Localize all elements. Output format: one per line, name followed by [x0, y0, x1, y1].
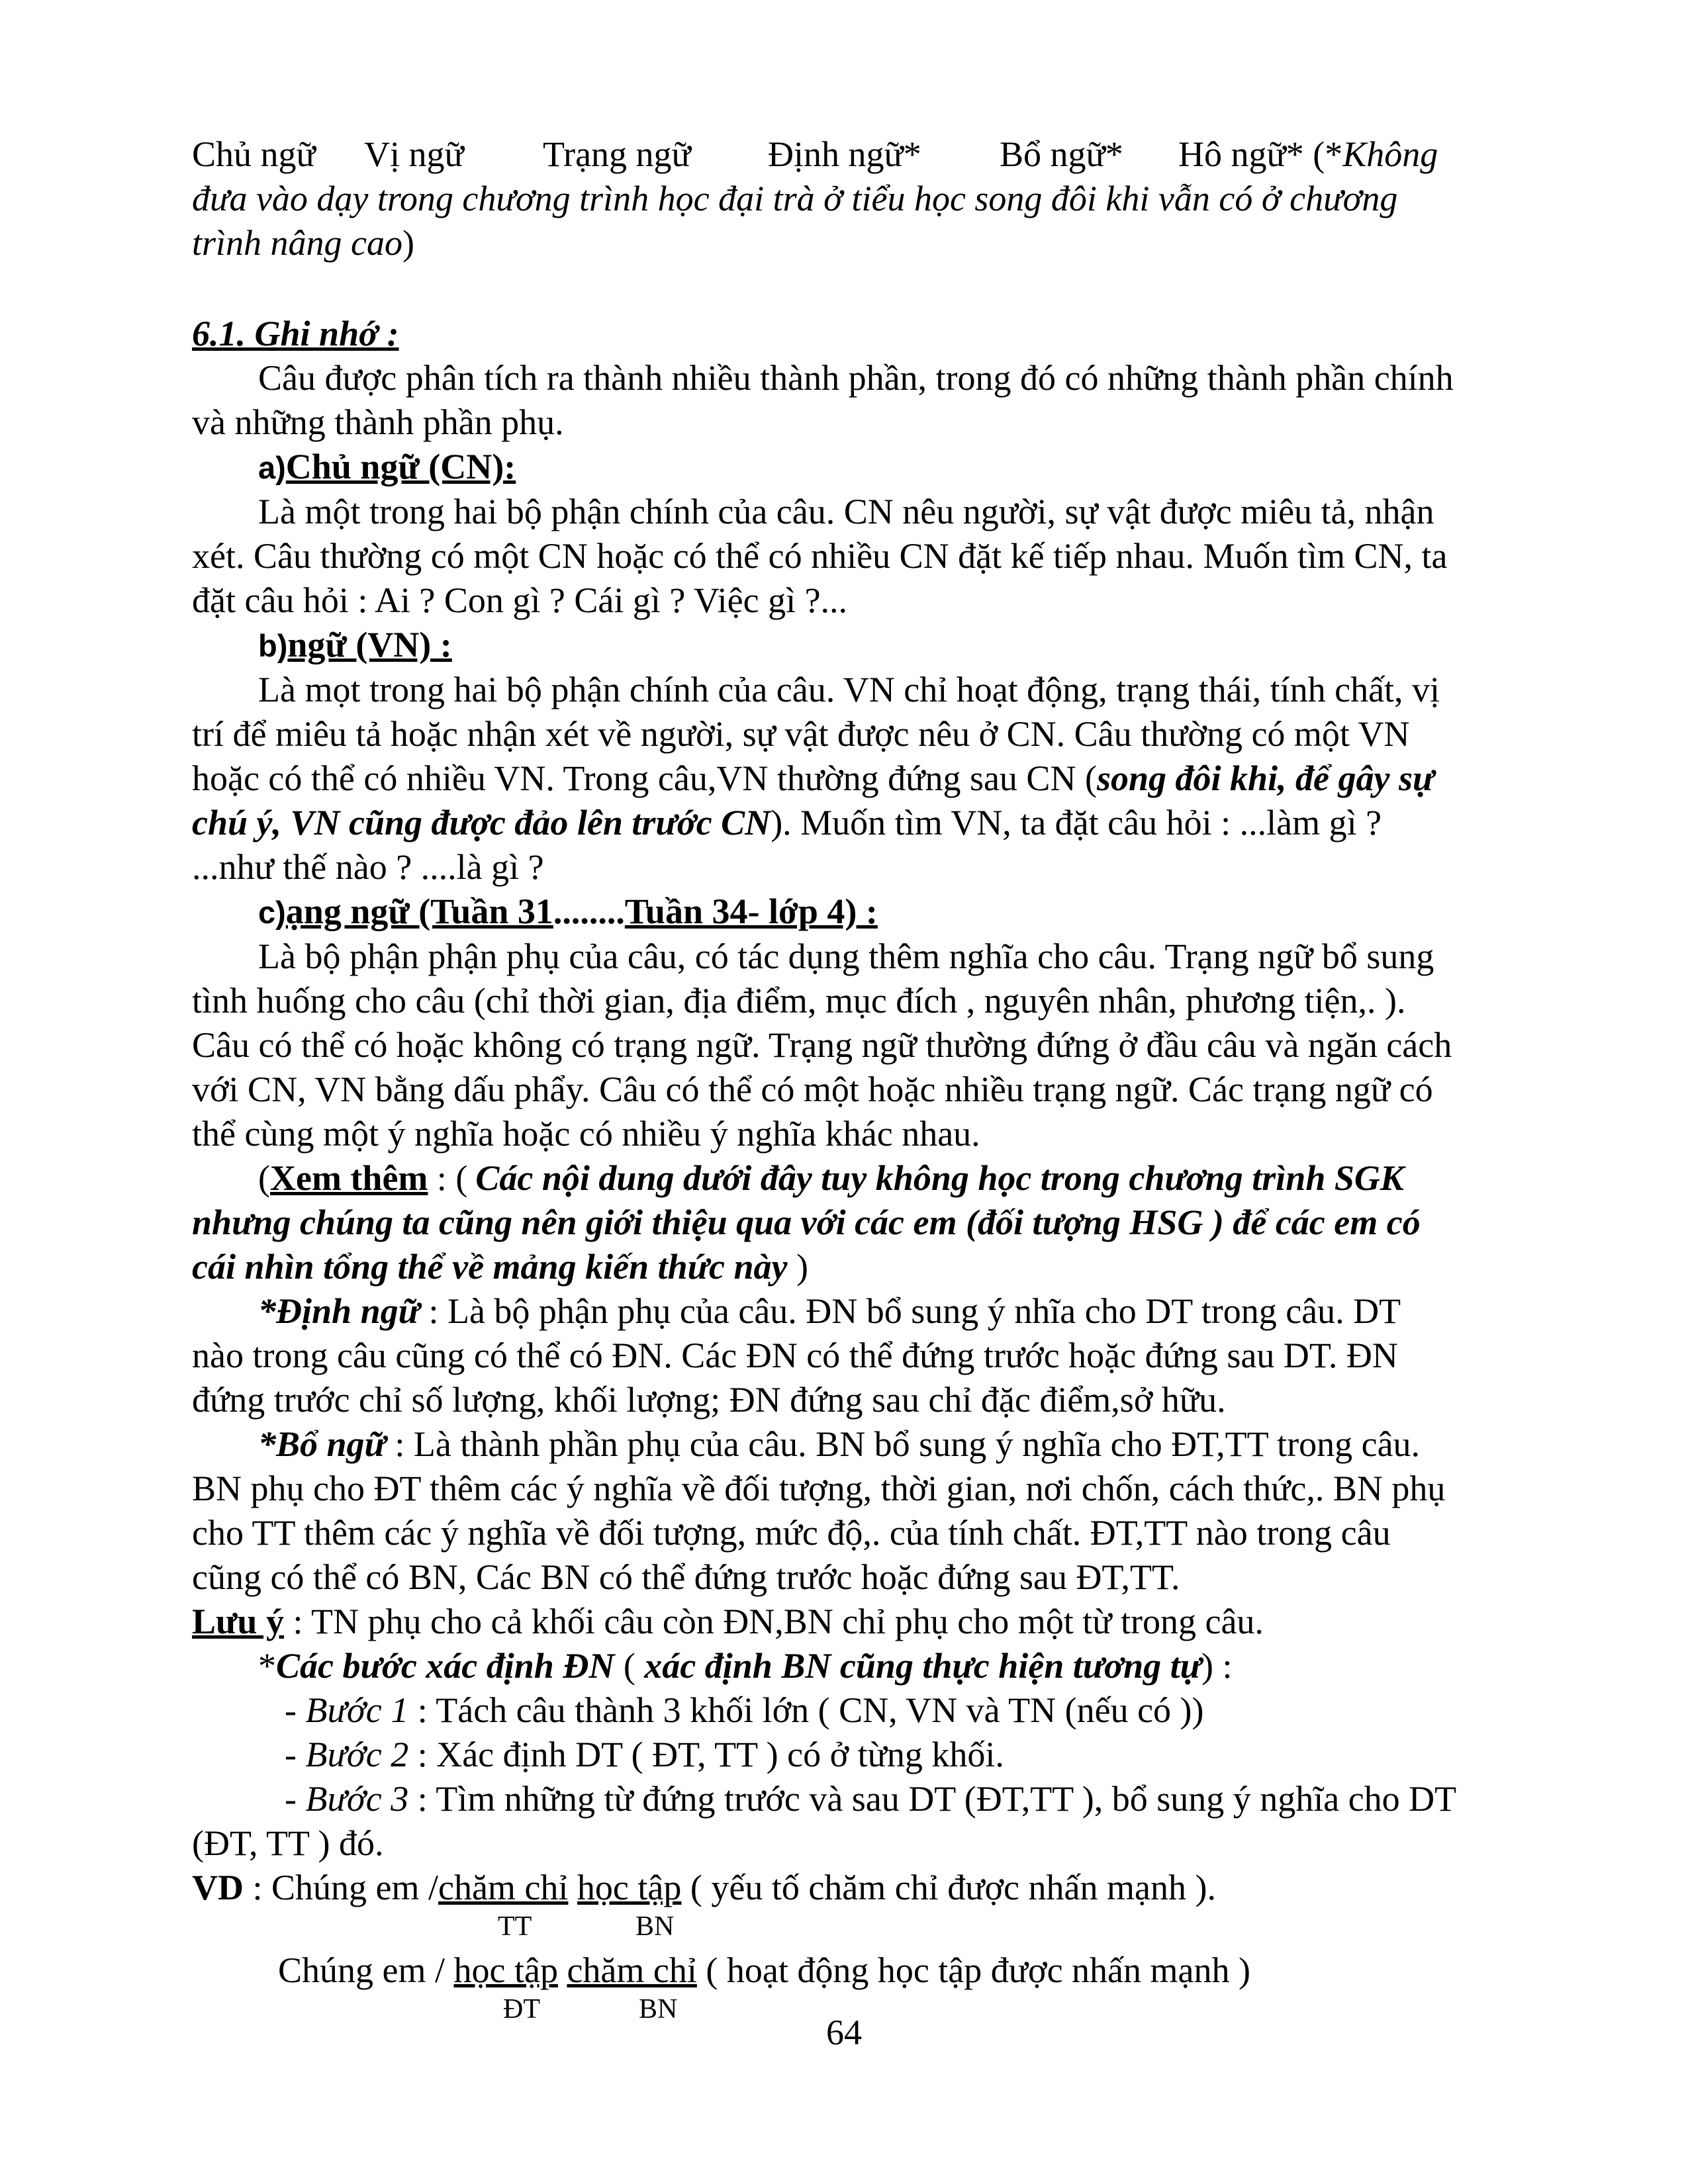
- subsection-title-adverbial: ạng ngữ (Tuần 31: [285, 891, 553, 931]
- document-page: [192, 132, 1556, 2031]
- component-adverbial: Trạng ngữ: [543, 134, 691, 174]
- step-label: Bước 2: [305, 1735, 409, 1774]
- paragraph-line: Là mọt trong hai bộ phận chính của câu. VN chỉ hoạt động, trạng thái, tính chất, vị: [258, 670, 1440, 709]
- example-word: chăm chỉ: [567, 1950, 697, 1990]
- word-tag: TT: [498, 1911, 532, 1942]
- emphasis-text: song đôi khi, để gây sự: [1096, 758, 1434, 798]
- note-label: Lưu ý: [192, 1602, 284, 1641]
- paren: : (: [428, 1158, 468, 1198]
- example-text: ( yếu tố chăm chỉ được nhấn mạnh ).: [681, 1868, 1216, 1907]
- word-tag: ĐT: [503, 1994, 540, 2025]
- example-word: học tập: [453, 1950, 558, 1990]
- see-more-label: Xem thêm: [269, 1158, 428, 1198]
- note-text: Không: [1342, 134, 1438, 174]
- paragraph-text: ). Muốn tìm VN, ta đặt câu hỏi : ...làm gì ?: [771, 803, 1382, 842]
- component-attributive: Định ngữ*: [768, 134, 921, 174]
- subsection-title-subject: Chủ ngữ (CN):: [285, 447, 516, 486]
- title-dots: ........: [553, 891, 625, 931]
- paragraph-line: ...như thế nào ? ....là gì ?: [192, 847, 544, 887]
- subsection-title-adverbial: Tuần 34- lớp 4) :: [624, 891, 878, 931]
- note-close: ): [402, 223, 414, 263]
- component-complement: Bổ ngữ*: [1000, 134, 1123, 174]
- step-text: : Tách câu thành 3 khối lớn ( CN, VN và TN (nếu có )): [408, 1690, 1204, 1730]
- example-text: ( hoạt động học tập được nhấn mạnh ): [696, 1950, 1250, 1990]
- paragraph-line: Là bộ phận phận phụ của câu, có tác dụng thêm nghĩa cho câu. Trạng ngữ bổ sung: [258, 936, 1434, 976]
- emphasis-text: Các nội dung dưới đây tuy không học trong chương trình SGK: [475, 1158, 1404, 1198]
- example-word: học tập: [577, 1868, 682, 1907]
- paragraph-line: trí để miêu tả hoặc nhận xét về người, sự vật được nêu ở CN. Câu thường có một VN: [192, 714, 1410, 754]
- paragraph-text: : Là thành phần phụ của câu. BN bổ sung ý nghĩa cho ĐT,TT trong câu.: [385, 1424, 1421, 1464]
- component-predicate: Vị ngữ: [364, 134, 464, 174]
- steps-title: xác định BN cũng thực hiện tương tự: [644, 1646, 1201, 1686]
- example-text: : Chúng em /: [244, 1868, 438, 1907]
- page-number: 64: [826, 2013, 862, 2052]
- word-tag: BN: [635, 1911, 675, 1942]
- paren: ) :: [1201, 1646, 1233, 1686]
- item-prefix: b): [258, 628, 288, 663]
- paragraph-line: Câu được phân tích ra thành nhiều thành phần, trong đó có những thành phần chính: [258, 358, 1454, 398]
- component-vocative: Hô ngữ* (*: [1178, 134, 1343, 174]
- paragraph-line: Là một trong hai bộ phận chính của câu. CN nêu người, sự vật được miêu tả, nhận: [258, 492, 1434, 531]
- complement-label: *Bổ ngữ: [258, 1424, 386, 1464]
- paragraph-text: hoặc có thể có nhiều VN. Trong câu,VN thường đứng sau CN (: [192, 758, 1097, 798]
- subsection-title-predicate: ngữ (VN) :: [287, 625, 452, 664]
- note-text: đưa vào dạy trong chương trình học đại trà ở tiểu học song đôi khi vẫn có ở chương: [192, 179, 1398, 218]
- paragraph-line: tình huống cho câu (chỉ thời gian, địa điểm, mục đích , nguyên nhân, phương tiện,. ).: [192, 981, 1406, 1021]
- note-text: trình nâng cao: [192, 223, 402, 263]
- paren: ): [787, 1247, 808, 1287]
- paragraph-line: đứng trước chỉ số lượng, khối lượng; ĐN đứng sau chỉ đặc điểm,sở hữu.: [192, 1380, 1226, 1420]
- dash: -: [285, 1690, 306, 1730]
- step-text: (ĐT, TT ) đó.: [192, 1823, 384, 1863]
- paragraph-line: Câu có thể có hoặc không có trạng ngữ. Trạng ngữ thường đứng ở đầu câu và ngăn cách: [192, 1025, 1452, 1065]
- paragraph-line: thể cùng một ý nghĩa hoặc có nhiều ý nghĩa khác nhau.: [192, 1114, 980, 1154]
- paragraph-line: nào trong câu cũng có thể có ĐN. Các ĐN có thể đứng trước hoặc đứng sau DT. ĐN: [192, 1336, 1398, 1375]
- star: *: [258, 1646, 276, 1686]
- section-heading: 6.1. Ghi nhớ :: [192, 314, 399, 353]
- item-prefix: a): [258, 450, 286, 485]
- emphasis-text: nhưng chúng ta cũng nên giới thiệu qua với các em (đối tượng HSG ) để các em có: [192, 1203, 1421, 1242]
- word-tag: BN: [639, 1994, 678, 2025]
- paren: (: [614, 1646, 645, 1686]
- component-subject: Chủ ngữ: [192, 134, 316, 174]
- example-word: chăm chỉ: [438, 1868, 569, 1907]
- paragraph-text: : TN phụ cho cả khối câu còn ĐN,BN chỉ phụ cho một từ trong câu.: [283, 1602, 1264, 1641]
- paragraph-line: cho TT thêm các ý nghĩa về đối tượng, mức độ,. của tính chất. ĐT,TT nào trong câu: [192, 1513, 1391, 1553]
- paragraph-line: với CN, VN bằng dấu phẩy. Câu có thể có một hoặc nhiều trạng ngữ. Các trạng ngữ có: [192, 1069, 1433, 1109]
- step-label: Bước 1: [305, 1690, 409, 1730]
- emphasis-text: chú ý, VN cũng được đảo lên trước CN: [192, 803, 771, 842]
- dash: -: [285, 1779, 306, 1819]
- paragraph-line: xét. Câu thường có một CN hoặc có thể có nhiều CN đặt kế tiếp nhau. Muốn tìm CN, ta: [192, 536, 1448, 576]
- emphasis-text: cái nhìn tổng thể về mảng kiến thức này: [192, 1247, 788, 1287]
- steps-title: Các bước xác định ĐN: [276, 1646, 615, 1686]
- paragraph-text: : Là bộ phận phụ của câu. ĐN bổ sung ý nhĩa cho DT trong câu. DT: [419, 1291, 1401, 1331]
- paragraph-line: cũng có thể có BN, Các BN có thể đứng trước hoặc đứng sau ĐT,TT.: [192, 1557, 1180, 1597]
- item-prefix: c): [258, 895, 286, 930]
- step-label: Bước 3: [305, 1779, 409, 1819]
- attributive-label: *Định ngữ: [258, 1291, 420, 1331]
- step-text: : Tìm những từ đứng trước và sau DT (ĐT,TT ), bổ sung ý nghĩa cho DT: [408, 1779, 1457, 1819]
- paragraph-line: BN phụ cho ĐT thêm các ý nghĩa về đối tượng, thời gian, nơi chốn, cách thức,. BN phụ: [192, 1469, 1446, 1508]
- paragraph-line: và những thành phần phụ.: [192, 402, 564, 442]
- dash: -: [285, 1735, 306, 1774]
- sentence-components-line: [192, 132, 1556, 177]
- paren: (: [258, 1158, 270, 1198]
- step-text: : Xác định DT ( ĐT, TT ) có ở từng khối.: [408, 1735, 1004, 1774]
- example-label: VD: [192, 1868, 244, 1907]
- paragraph-line: đặt câu hỏi : Ai ? Con gì ? Cái gì ? Việc gì ?...: [192, 580, 848, 620]
- example-text: Chúng em /: [278, 1950, 454, 1990]
